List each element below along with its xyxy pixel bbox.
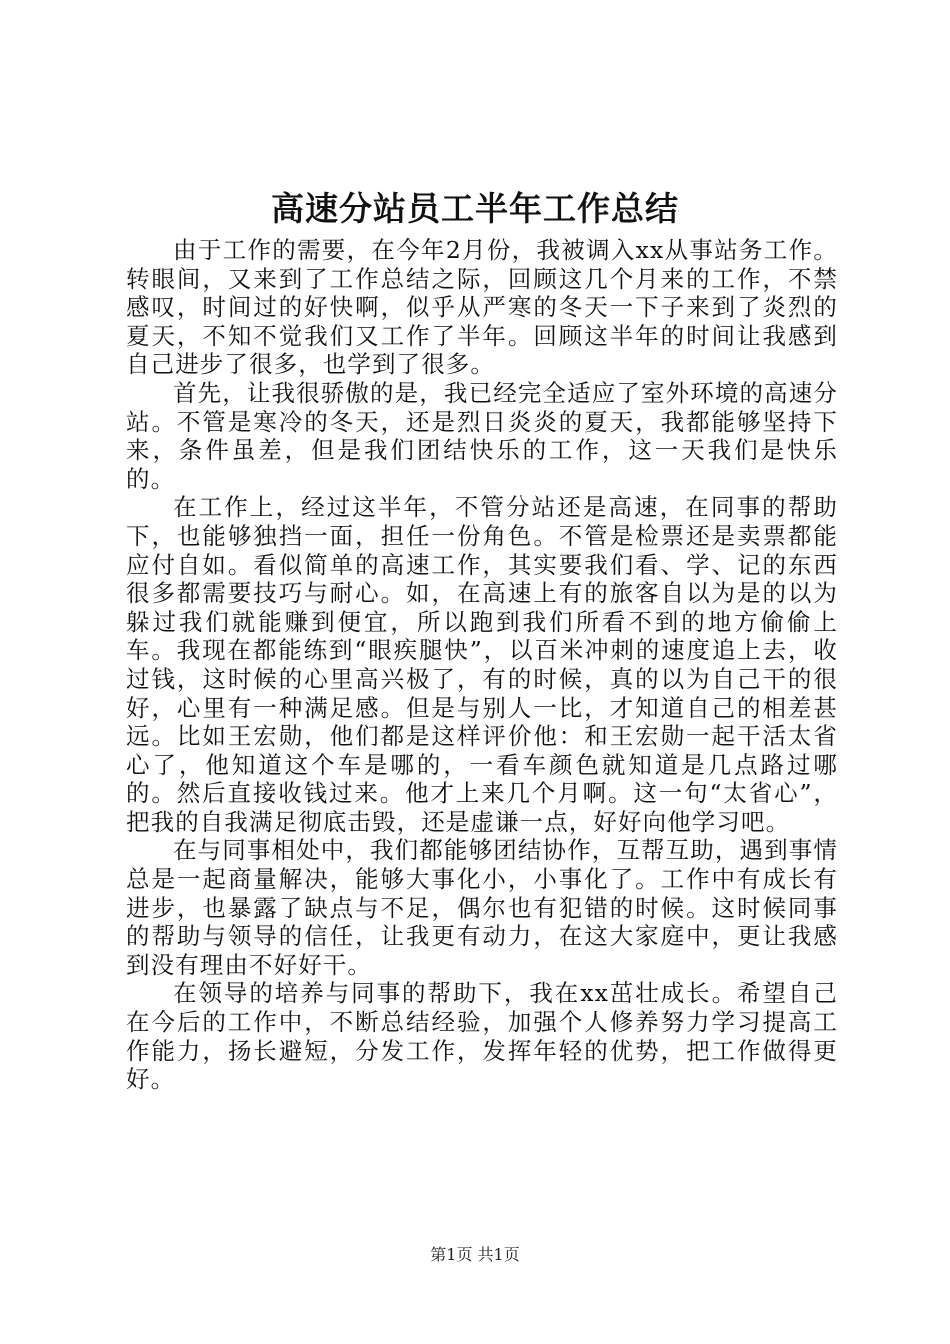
document-body [126,236,838,1094]
paragraph-1: 由于工作的需要，在今年2月份，我被调入xx从事站务工作。转眼间，又来到了工作总结之际，回顾这几个月来的工作，不禁感叹，时间过的好快啊，似乎从严寒的冬天一下子来到了炎烈的夏天，不知不觉我们又工作了半年。回顾这半年的时间让我感到自己进步了很多，也学到了很多。 [126,236,838,379]
page-footer: 第1页 共1页 [430,1245,520,1264]
document-title: 高速分站员工半年工作总结 [271,189,679,228]
paragraph-4: 在与同事相处中，我们都能够团结协作，互帮互助，遇到事情总是一起商量解决，能够大事化小，小事化了。工作中有成长有进步，也暴露了缺点与不足，偶尔也有犯错的时候。这时候同事的帮助与领导的信任，让我更有动力，在这大家庭中，更让我感到没有理由不好好干。 [126,836,838,979]
paragraph-5: 在领导的培养与同事的帮助下，我在xx茁壮成长。希望自己在今后的工作中，不断总结经验，加强个人修养努力学习提高工作能力，扬长避短，分发工作，发挥年轻的优势，把工作做得更好。 [126,979,838,1094]
paragraph-3: 在工作上，经过这半年，不管分站还是高速，在同事的帮助下，也能够独挡一面，担任一份角色。不管是检票还是卖票都能应付自如。看似简单的高速工作，其实要我们看、学、记的东西很多都需要技巧与耐心。如，在高速上有的旅客自以为是的以为躲过我们就能赚到便宜，所以跑到我们所看不到的地方偷偷上车。我现在都能练到“眼疾腿快”，以百米冲刺的速度追上去，收过钱，这时候的心里高兴极了，有的时候，真的以为自己干的很好，心里有一种满足感。但是与别人一比，才知道自己的相差甚远。比如王宏勋，他们都是这样评价他：和王宏勋一起干活太省心了，他知道这个车是哪的，一看车颜色就知道是几点路过哪的。然后直接收钱过来。他才上来几个月啊。这一句“太省心”，把我的自我满足彻底击毁，还是虚谦一点，好好向他学习吧。 [126,493,838,836]
paragraph-2: 首先，让我很骄傲的是，我已经完全适应了室外环境的高速分站。不管是寒冷的冬天，还是烈日炎炎的夏天，我都能够坚持下来，条件虽差，但是我们团结快乐的工作，这一天我们是快乐的。 [126,378,838,493]
